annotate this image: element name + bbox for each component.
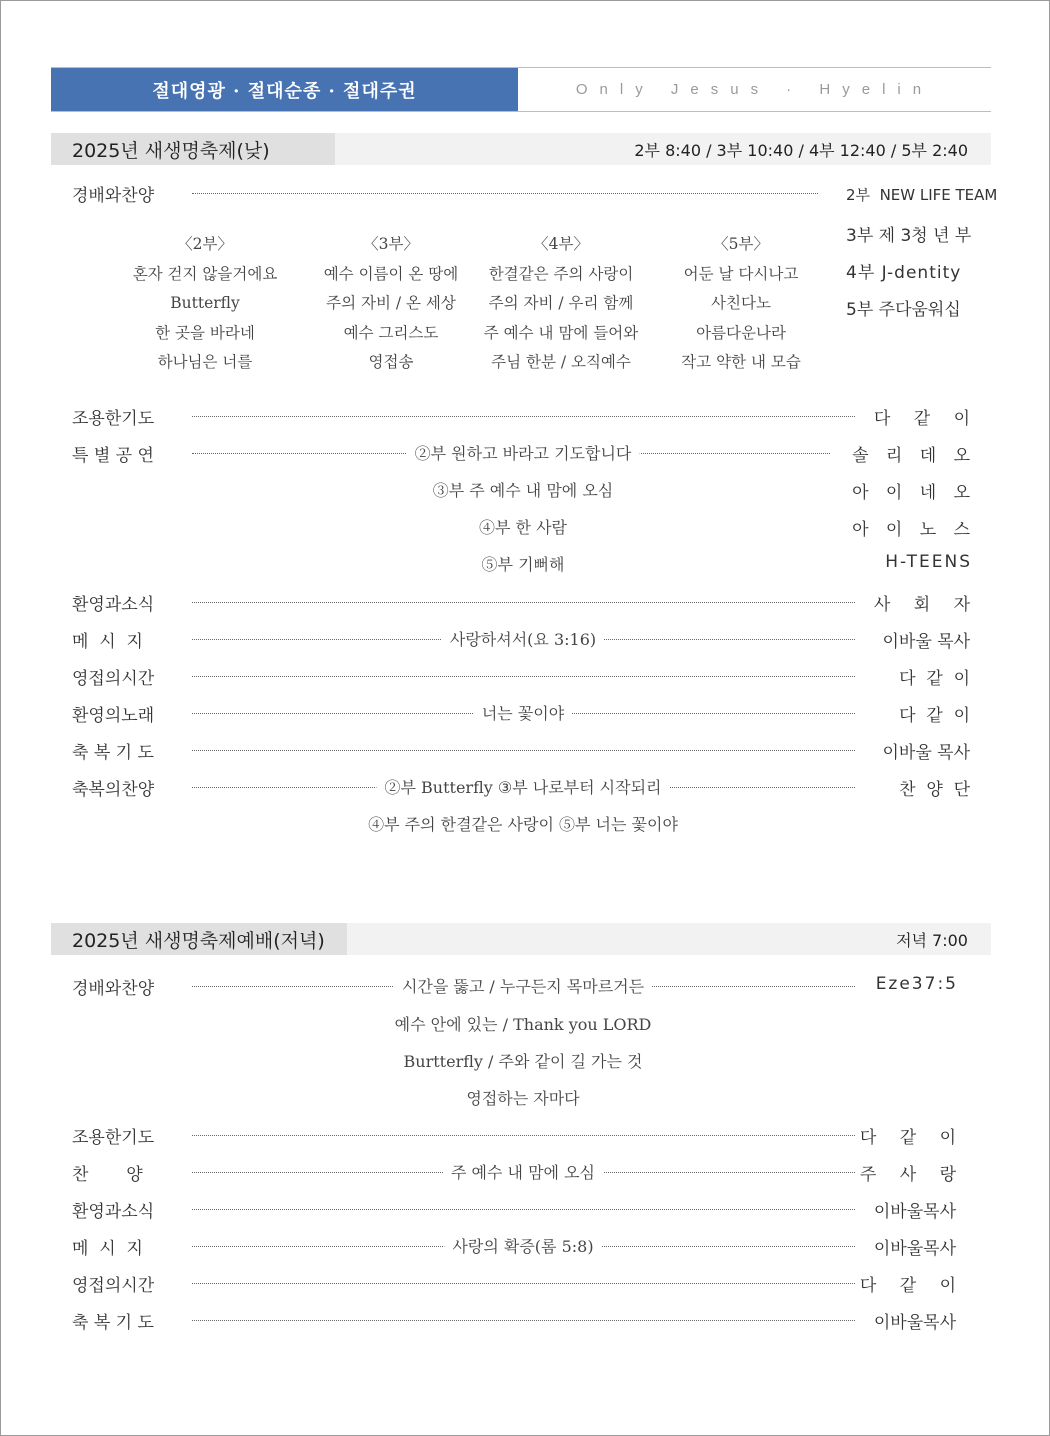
- program-label: 경배와찬양: [72, 979, 155, 999]
- setlist-song: 혼자 걷지 않을거에요: [132, 264, 278, 283]
- program-label: 영접의시간: [72, 1276, 155, 1296]
- program-item: 예수 안에 있는 / Thank you LORD: [387, 1012, 660, 1035]
- program-row: [72, 515, 976, 540]
- program-label: 메 시 지: [72, 1239, 143, 1259]
- leader-dots: [192, 416, 855, 417]
- program-row: [72, 1160, 970, 1184]
- program-row: [72, 404, 979, 429]
- day-section-title: 2025년 새생명축제(낮): [51, 133, 335, 165]
- program-label: 찬 양: [72, 1165, 143, 1185]
- program-leader: 다 같 이: [859, 1276, 965, 1296]
- program-row: [72, 1234, 970, 1258]
- evening-section-bar: [51, 923, 991, 955]
- program-label: 환영의노래: [72, 706, 155, 726]
- program-label: 축 복 기 도: [72, 1313, 154, 1333]
- program-item: Burtterfly / 주와 같이 길 가는 것: [396, 1049, 651, 1072]
- program-label: 환영과소식: [72, 595, 155, 615]
- program-label: 메 시 지: [72, 632, 143, 652]
- program-leader: 다 같 이: [859, 1128, 965, 1148]
- setlist-song: 작고 약한 내 모습: [681, 353, 801, 371]
- setlist-song: 하나님은 너를: [157, 353, 253, 371]
- program-row: [72, 590, 979, 615]
- setlist-song: 주 예수 내 맘에 들어와: [483, 323, 639, 342]
- program-label: 축복의찬양: [72, 780, 155, 800]
- team-3: 3부 제 3청 년 부: [846, 226, 972, 246]
- program-label: 영접의시간: [72, 669, 155, 689]
- program-item: ④부 주의 한결같은 사랑이 ⑤부 너는 꽃이야: [360, 812, 686, 835]
- setlist-head: 〈2부〉: [177, 235, 233, 253]
- program-leader: 아 이 노 스: [852, 520, 976, 540]
- program-leader: 주 사 랑: [859, 1165, 965, 1185]
- program-row: [72, 974, 970, 998]
- program-item: ②부 Butterfly ③부 나로부터 시작되리: [377, 775, 670, 798]
- program-row: [72, 775, 970, 799]
- program-row: [72, 1049, 970, 1073]
- setlist-head: 〈5부〉: [713, 235, 769, 253]
- leader-dots: [192, 676, 855, 677]
- worship-label: 경배와찬양: [72, 186, 155, 206]
- program-item: ②부 원하고 바라고 기도합니다: [407, 441, 640, 464]
- program-row: [72, 1123, 970, 1147]
- program-row: [72, 552, 970, 576]
- leader-dots: [192, 193, 818, 194]
- program-leader: 사 회 자: [873, 595, 979, 615]
- team-5: 5부 주다움워십: [846, 300, 961, 320]
- program-row: [72, 812, 970, 836]
- program-item: 사랑하셔서(요 3:16): [442, 627, 604, 650]
- program-leader: 이바울목사: [873, 1239, 956, 1259]
- program-item: ③부 주 예수 내 맘에 오심: [425, 478, 622, 501]
- program-leader: Eze37:5: [875, 974, 958, 994]
- setlist-column: [471, 230, 651, 378]
- setlist-song: 한 곳을 바라네: [155, 323, 255, 342]
- program-leader: 솔 리 데 오: [852, 446, 976, 466]
- program-leader: 찬 양 단: [899, 780, 970, 800]
- leader-dots: [192, 1135, 855, 1136]
- program-row: [72, 701, 970, 725]
- program-row: [72, 1308, 970, 1332]
- program-leader: H-TEENS: [885, 552, 972, 572]
- evening-section-title: 2025년 새생명축제예배(저녁): [51, 923, 347, 955]
- leader-dots: [192, 1283, 855, 1284]
- program-item: 주 예수 내 맘에 오심: [443, 1160, 603, 1183]
- page-header: [51, 67, 991, 112]
- program-label: 축 복 기 도: [72, 743, 154, 763]
- program-leader: 이바울 목사: [882, 632, 970, 652]
- program-item: 영접하는 자마다: [458, 1086, 587, 1109]
- setlist-column: [301, 230, 481, 378]
- program-label: 조용한기도: [72, 409, 155, 429]
- setlist-song: 영접송: [368, 353, 414, 371]
- program-row: [72, 441, 976, 466]
- setlist-column: [115, 230, 295, 378]
- program-label: 특 별 공 연: [72, 446, 154, 466]
- setlist-song: 사친다노: [711, 294, 771, 312]
- setlist-song: 주의 자비 / 우리 함께: [488, 294, 634, 312]
- leader-dots: [192, 750, 855, 751]
- setlist-head: 〈4부〉: [533, 235, 589, 253]
- program-row: [72, 664, 970, 688]
- program-row: [72, 1012, 970, 1036]
- program-row: [72, 627, 970, 651]
- program-item: 너는 꽃이야: [474, 701, 572, 724]
- setlist-song: 한결같은 주의 사랑이: [488, 264, 634, 283]
- header-subtitle: Only Jesus · Hyelin: [575, 81, 934, 98]
- setlist-column: [651, 230, 831, 378]
- worship-row: [72, 181, 970, 205]
- program-row: [72, 738, 970, 762]
- setlist-song: Butterfly: [170, 294, 240, 312]
- program-leader: 이바울목사: [873, 1202, 956, 1222]
- program-leader: 이바울 목사: [882, 743, 970, 763]
- motto-banner: 절대영광 · 절대순종 · 절대주권: [51, 68, 518, 111]
- program-label: 환영과소식: [72, 1202, 155, 1222]
- setlist-song: 어둔 날 다시나고: [683, 264, 799, 283]
- program-row: [72, 1086, 970, 1110]
- setlist-song: 예수 이름이 온 땅에: [323, 264, 459, 283]
- leader-dots: [192, 1320, 855, 1321]
- setlist-song: 아름다운나라: [696, 323, 786, 342]
- program-item: ④부 한 사람: [471, 515, 575, 538]
- team-4: 4부 J-dentity: [846, 263, 962, 283]
- program-item: 시간을 뚫고 / 누구든지 목마르거든: [394, 974, 652, 997]
- program-leader: 다 같 이: [899, 669, 970, 689]
- program-row: [72, 478, 976, 503]
- setlist-song: 주의 자비 / 온 세상: [326, 294, 456, 312]
- program-leader: 아 이 네 오: [852, 483, 976, 503]
- leader-dots: [192, 1209, 855, 1210]
- day-service-times: 2부 8:40 / 3부 10:40 / 4부 12:40 / 5부 2:40: [634, 140, 968, 160]
- team-2: 2부 NEW LIFE TEAM: [846, 186, 998, 204]
- setlist-head: 〈3부〉: [363, 235, 419, 253]
- evening-service-time: 저녁 7:00: [896, 930, 968, 950]
- program-item: 사랑의 확증(롬 5:8): [444, 1234, 601, 1257]
- leader-dots: [192, 602, 855, 603]
- program-label: 조용한기도: [72, 1128, 155, 1148]
- day-section-bar: [51, 133, 991, 165]
- program-leader: 다 같 이: [899, 706, 970, 726]
- program-leader: 이바울목사: [873, 1313, 956, 1333]
- setlist-song: 예수 그리스도: [343, 323, 439, 342]
- setlist-song: 주님 한분 / 오직예수: [491, 353, 631, 371]
- program-row: [72, 1197, 970, 1221]
- program-item: ⑤부 기뻐해: [474, 552, 573, 575]
- program-row: [72, 1271, 970, 1295]
- program-leader: 다 같 이: [873, 409, 979, 429]
